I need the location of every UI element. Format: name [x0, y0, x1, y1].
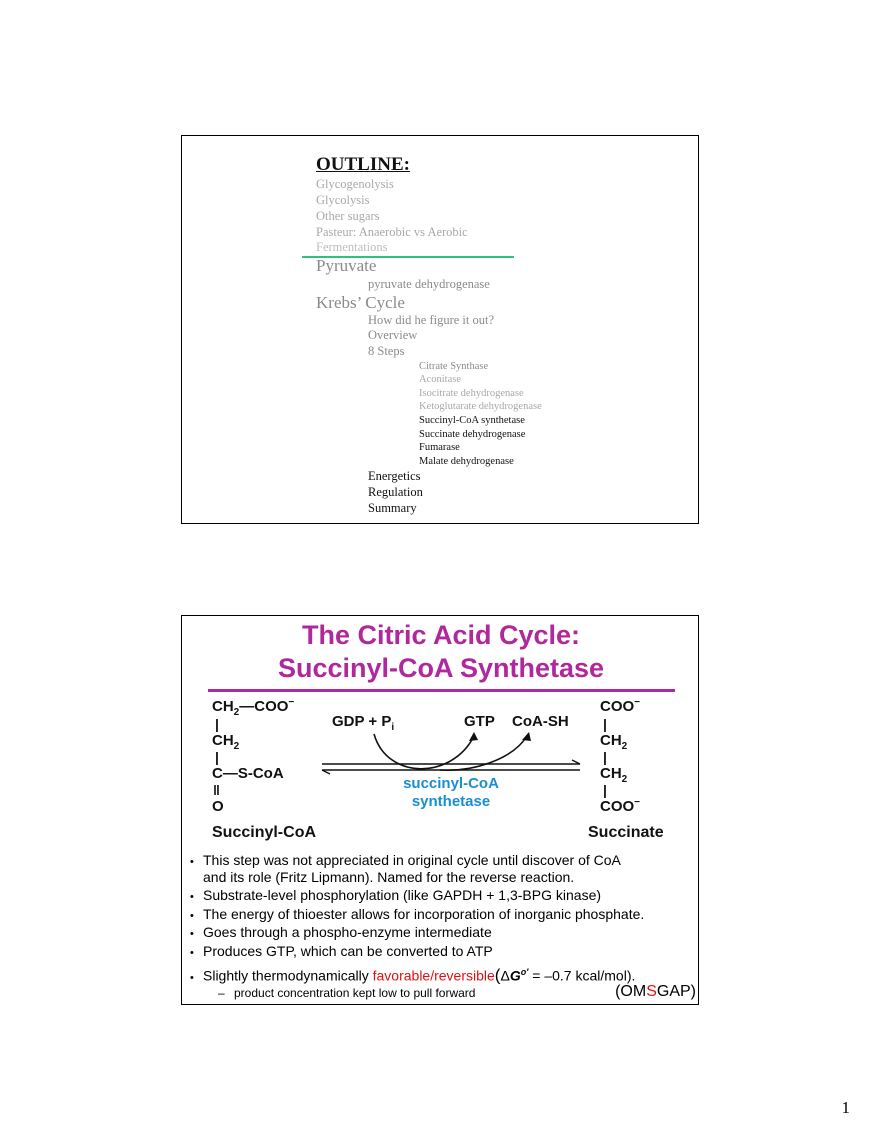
succinyl-coa-slide [181, 615, 699, 1005]
bullet-item: • The energy of thioester allows for incorporation of inorganic phosphate. [190, 906, 645, 922]
succinyl-coa-line1: $CH_2—COO^-$ [212, 697, 295, 718]
outline-subitem: pyruvate dehydrogenase [368, 277, 490, 291]
step-item: Ketoglutarate dehydrogenase [419, 401, 542, 412]
step-item: Succinate dehydrogenase [419, 429, 526, 440]
bond-line: | [215, 749, 219, 765]
succinate-label: Succinate [588, 824, 664, 841]
slide-title-line1: The Citric Acid Cycle: [301, 620, 581, 650]
enzyme-label-line1: succinyl-CoA [403, 775, 499, 792]
step-item: Isocitrate dehydrogenase [419, 388, 524, 399]
outline-subitem: Summary [368, 501, 417, 515]
outline-item: Glycogenolysis [316, 177, 394, 191]
gdp-pi-label: GDP + $P_i$ [332, 713, 395, 733]
page-number: 1 [841, 1098, 850, 1117]
succinate-line4: COO− [600, 797, 641, 815]
outline-item: Glycolysis [316, 193, 370, 207]
arrowhead-icon [522, 732, 531, 741]
gtp-label: GTP [464, 713, 495, 730]
outline-item: Pasteur: Anaerobic vs Aerobic [316, 225, 468, 239]
step-item: Malate dehydrogenase [419, 456, 514, 467]
enzyme-label-line2: synthetase [411, 793, 491, 810]
bullet-item: • Produces GTP, which can be converted to ATP [190, 943, 493, 959]
succinyl-coa-line4: O [212, 798, 224, 815]
curved-arrow-coash [440, 736, 527, 770]
bullet-continuation: and its role (Fritz Lipmann). Named for the reverse reaction. [203, 869, 575, 885]
omsgap-mnemonic: (OMSGAP) [615, 983, 696, 1000]
bond-line: | [603, 749, 607, 765]
succinyl-coa-line3: C—S-CoA [212, 765, 284, 782]
outline-subitem: Regulation [368, 485, 423, 499]
bond-line: | [603, 716, 607, 732]
bullet-item-energetics: • Slightly thermodynamically favorable/$reversible(\Delta G^{o'} = -0.7$ kcal/mol). [190, 965, 636, 985]
bullet-item: • Substrate-level phosphorylation (like GAPDH + 1,3-BPG kinase) [190, 887, 602, 903]
step-item: Succinyl-CoA synthetase [419, 415, 525, 426]
outline-subitem: Overview [368, 328, 418, 342]
succinate-line1: COO− [600, 697, 641, 715]
step-item: Fumarase [419, 442, 460, 453]
outline-subitem: Energetics [368, 469, 421, 483]
bond-line: | [215, 716, 219, 732]
succinyl-coa-line2: $CH_2$ [212, 732, 240, 752]
succinyl-coa-label: Succinyl-CoA [212, 824, 317, 841]
sub-bullet-item: – product concentration kept low to pull forward [218, 986, 476, 1000]
bond-line: | [603, 782, 607, 798]
step-item: Citrate Synthase [419, 361, 489, 372]
bullet-item: • Goes through a phospho-enzyme intermediate [190, 924, 492, 940]
step-item: Aconitase [419, 374, 461, 385]
succinate-line2: $CH_2$ [600, 732, 628, 752]
bullet-item: • This step was not appreciated in original cycle until discover of CoA [190, 852, 621, 868]
outline-slide [181, 135, 699, 524]
reaction-diagram [182, 692, 698, 842]
slide-title-line2: Succinyl-CoA Synthetase [277, 653, 605, 683]
outline-pyruvate: Pyruvate [316, 256, 377, 275]
coash-label: CoA-SH [512, 713, 569, 730]
outline-subitem: 8 Steps [368, 344, 405, 358]
outline-item: Other sugars [316, 209, 380, 223]
outline-item: Fermentations [316, 240, 388, 254]
favorable-reversible-text: favorable/reversible [372, 967, 495, 984]
outline-krebs: Krebs’ Cycle [316, 293, 405, 312]
arrowhead-icon [469, 732, 478, 741]
outline-heading: OUTLINE: [316, 154, 410, 175]
outline-subitem: How did he figure it out? [368, 313, 495, 327]
double-bond-line: ‖ [213, 782, 220, 798]
succinate-line3: $CH_2$ [600, 765, 628, 785]
